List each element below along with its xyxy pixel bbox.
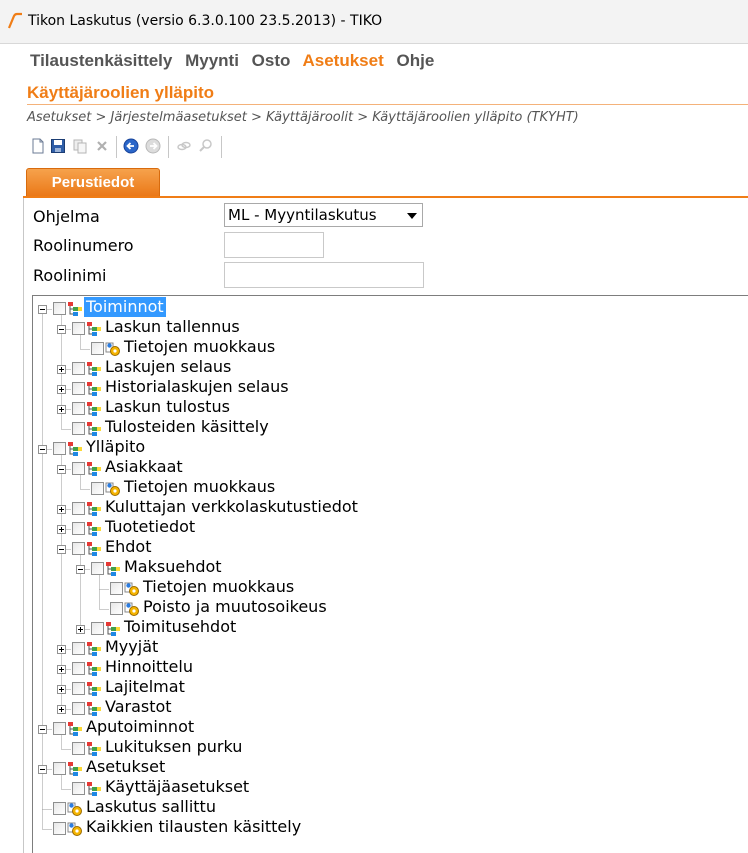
permission-checkbox[interactable] (72, 662, 85, 675)
save-icon[interactable] (50, 138, 66, 154)
tree-node-label[interactable]: Maksuehdot (124, 557, 222, 576)
function-tree-icon (105, 621, 121, 637)
tree-node-label[interactable]: Lukituksen purku (105, 737, 243, 756)
permission-checkbox[interactable] (72, 362, 85, 375)
toolbar-separator (116, 136, 117, 158)
panel-border (23, 198, 24, 853)
function-tree-icon (86, 461, 102, 477)
permission-gear-icon (105, 341, 121, 357)
tree-node-label[interactable]: Laskun tulostus (105, 397, 230, 416)
permission-checkbox[interactable] (72, 382, 85, 395)
tree-node-label[interactable]: Aputoiminnot (86, 717, 195, 736)
permission-checkbox[interactable] (72, 422, 85, 435)
program-select-value: ML - Myyntilaskutus (228, 206, 377, 224)
tree-node-label[interactable]: Ylläpito (86, 437, 146, 456)
permission-checkbox[interactable] (72, 542, 85, 555)
tree-node-label[interactable]: Käyttäjäasetukset (105, 777, 250, 796)
permission-checkbox[interactable] (53, 442, 66, 455)
function-tree-icon (86, 361, 102, 377)
tree-node-label[interactable]: Historialaskujen selaus (105, 377, 289, 396)
tree-node-label[interactable]: Kaikkien tilausten käsittely (86, 817, 302, 836)
function-tree-icon (67, 721, 83, 737)
search-icon[interactable] (198, 138, 214, 154)
permission-checkbox[interactable] (110, 582, 123, 595)
function-tree-icon (86, 421, 102, 437)
expand-icon[interactable] (57, 365, 66, 374)
menu-item-ohje[interactable]: Ohje (396, 51, 435, 70)
breadcrumb: Asetukset > Järjestelmäasetukset > Käyttäjäroolit > Käyttäjäroolien ylläpito (TKYHT) (27, 110, 579, 125)
tree-node-label[interactable]: Toimitusehdot (124, 617, 237, 636)
tab-label: Perustiedot (51, 174, 135, 191)
tree-node-label[interactable]: Asetukset (86, 757, 166, 776)
permission-checkbox[interactable] (72, 742, 85, 755)
tree-node-label[interactable]: Tietojen muokkaus (124, 477, 276, 496)
expand-icon[interactable] (57, 645, 66, 654)
tree-node-label[interactable]: Tietojen muokkaus (124, 337, 276, 356)
tree-node-label[interactable]: Kuluttajan verkkolaskutustiedot (105, 497, 358, 516)
expand-icon[interactable] (57, 705, 66, 714)
collapse-icon[interactable] (38, 445, 47, 454)
function-tree-icon (86, 781, 102, 797)
permission-checkbox[interactable] (72, 502, 85, 515)
tree-node-label[interactable]: Hinnoittelu (105, 657, 193, 676)
permission-checkbox[interactable] (53, 722, 66, 735)
expand-icon[interactable] (57, 665, 66, 674)
collapse-icon[interactable] (38, 305, 47, 314)
permission-checkbox[interactable] (91, 562, 104, 575)
permission-checkbox[interactable] (91, 622, 104, 635)
tikon-logo-icon (6, 12, 24, 30)
tab-underline (23, 196, 748, 198)
permission-gear-icon (105, 481, 121, 497)
expand-icon[interactable] (57, 505, 66, 514)
forward-icon[interactable] (145, 138, 161, 154)
program-select[interactable] (224, 203, 423, 227)
permission-checkbox[interactable] (72, 462, 85, 475)
function-tree-icon (86, 401, 102, 417)
permission-checkbox[interactable] (110, 602, 123, 615)
expand-icon[interactable] (76, 625, 85, 634)
back-icon[interactable] (123, 138, 139, 154)
function-tree-icon (86, 381, 102, 397)
function-tree-icon (67, 761, 83, 777)
tree-node-label[interactable]: Tietojen muokkaus (143, 577, 295, 596)
permission-checkbox[interactable] (53, 762, 66, 775)
expand-icon[interactable] (57, 685, 66, 694)
collapse-icon[interactable] (38, 765, 47, 774)
expand-icon[interactable] (57, 405, 66, 414)
tree-node-label[interactable]: Varastot (105, 697, 172, 716)
tree-node-label[interactable]: Myyjät (105, 637, 159, 656)
tree-node-label[interactable]: Lajitelmat (105, 677, 185, 696)
permission-checkbox[interactable] (91, 482, 104, 495)
tree-node-label[interactable]: Laskun tallennus (105, 317, 240, 336)
permission-checkbox[interactable] (72, 782, 85, 795)
function-tree-icon (86, 701, 102, 717)
tree-node-label[interactable]: Poisto ja muutosoikeus (143, 597, 327, 616)
permission-checkbox[interactable] (72, 642, 85, 655)
role-number-label: Roolinumero (33, 236, 134, 255)
permission-gear-icon (67, 801, 83, 817)
permission-checkbox[interactable] (53, 822, 66, 835)
role-name-label: Roolinimi (33, 266, 107, 285)
role-number-input[interactable] (224, 232, 324, 258)
tree-node-label[interactable]: Toiminnot (86, 297, 164, 316)
function-tree-icon (67, 441, 83, 457)
function-tree-icon (86, 501, 102, 517)
permissions-tree (32, 295, 748, 853)
title-divider (27, 104, 748, 105)
menu-item-myynti[interactable]: Myynti (185, 51, 239, 70)
collapse-icon[interactable] (76, 565, 85, 574)
toolbar-separator (221, 136, 222, 158)
menu-item-asetukset[interactable]: Asetukset (302, 51, 384, 70)
expand-icon[interactable] (57, 525, 66, 534)
permission-gear-icon (124, 601, 140, 617)
permission-checkbox[interactable] (72, 402, 85, 415)
toolbar-separator (168, 136, 169, 158)
tree-node-label[interactable]: Ehdot (105, 537, 152, 556)
function-tree-icon (86, 641, 102, 657)
tree-node-label[interactable]: Laskujen selaus (105, 357, 232, 376)
function-tree-icon (67, 301, 83, 317)
tree-node-label[interactable]: Asiakkaat (105, 457, 183, 476)
menu-item-osto[interactable]: Osto (251, 51, 291, 70)
page-title: Käyttäjäroolien ylläpito (27, 83, 215, 102)
copy-icon[interactable] (72, 138, 88, 154)
collapse-icon[interactable] (57, 465, 66, 474)
role-name-input[interactable] (224, 262, 424, 288)
tree-node-label[interactable]: Tulosteiden käsittely (105, 417, 269, 436)
window-title: Tikon Laskutus (versio 6.3.0.100 23.5.2013) - TIKO (28, 13, 383, 29)
menu-item-tilaustenkasittely[interactable]: Tilaustenkäsittely (30, 51, 173, 70)
expand-icon[interactable] (57, 385, 66, 394)
delete-icon[interactable] (94, 138, 110, 154)
permission-gear-icon (124, 581, 140, 597)
new-icon[interactable] (30, 138, 46, 154)
main-menu (30, 51, 442, 71)
tab-perustiedot[interactable] (26, 168, 160, 198)
function-tree-icon (86, 321, 102, 337)
permission-checkbox[interactable] (72, 682, 85, 695)
permission-checkbox[interactable] (91, 342, 104, 355)
function-tree-icon (86, 741, 102, 757)
program-label: Ohjelma (33, 207, 100, 226)
window-titlebar (0, 0, 748, 44)
tree-node-label[interactable]: Tuotetiedot (105, 517, 196, 536)
function-tree-icon (86, 681, 102, 697)
function-tree-icon (105, 561, 121, 577)
collapse-icon[interactable] (57, 545, 66, 554)
collapse-icon[interactable] (38, 725, 47, 734)
function-tree-icon (86, 541, 102, 557)
permission-checkbox[interactable] (72, 322, 85, 335)
permission-checkbox[interactable] (72, 702, 85, 715)
link-icon[interactable] (176, 138, 192, 154)
function-tree-icon (86, 661, 102, 677)
permission-checkbox[interactable] (53, 302, 66, 315)
permission-gear-icon (67, 821, 83, 837)
chevron-down-icon (407, 213, 417, 219)
function-tree-icon (86, 521, 102, 537)
permission-checkbox[interactable] (53, 802, 66, 815)
permission-checkbox[interactable] (72, 522, 85, 535)
collapse-icon[interactable] (57, 325, 66, 334)
tree-node-label[interactable]: Laskutus sallittu (86, 797, 216, 816)
